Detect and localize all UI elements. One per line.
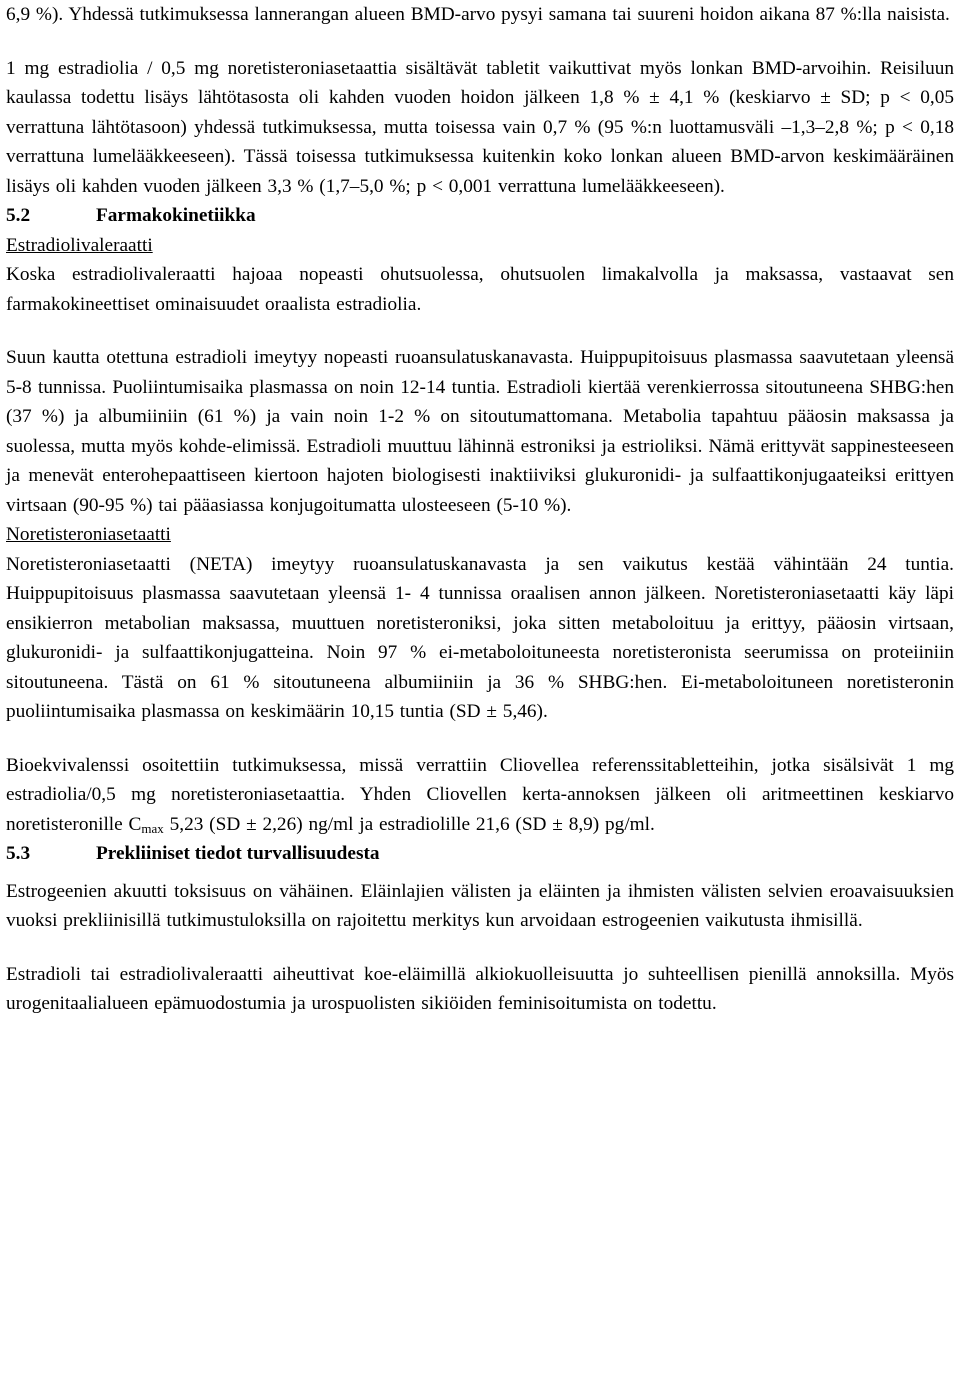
paragraph-neta-pharmacokinetics: Noretisteroniasetaatti (NETA) imeytyy ruoansulatuskanavasta ja sen vaikutus kestää vähintään 24 tuntia. Huippupitoisuus plasmassa saavutetaan yleensä 1- 4 tunnissa oraalisen annon jälkeen. Noretisteroniasetaatti käy läpi ensikierron metabolian maksassa, muuttuen noretisteroniksi, joka sitten metaboloituu ja erittyy, pääosin virtsaan, glukuronidi- ja sulfaattikonjugatteina. Noin 97 % ei-metaboloituneesta noretisteronista seerumissa on proteiiniin sitoutuneena. Tästä on 61 % sitoutuneena albumiiniin ja 36 % SHBG:hen. Ei-metaboloituneen noretisteronin puoliintumisaika plasmassa on keskimäärin 10,15 tuntia (SD ± 5,46). bbox=[6, 553, 954, 722]
paragraph-estradiol-absorption: Suun kautta otettuna estradioli imeytyy nopeasti ruoansulatuskanavasta. Huippupitoisuus plasmassa saavutetaan yleensä 5-8 tunnissa. Puoliintumisaika plasmassa on noin 12-14 tuntia. Estradioli kiertää verenkierrossa sitoutuneena SHBG:hen (37 %) ja albumiiniin (61 %) ja vain noin 1-2 % on sitoutumattomana. Metabolia tapahtuu pääosin maksassa ja suolessa, mutta myös kohde-elimissä. Estradioli muuttuu lähinnä estroniksi ja estrioliksi. Nämä erittyvät sappinesteeseen ja menevät enterohepaattiseen kiertoon hajoten biologisesti inaktiiviksi glukuronidi- ja sulfaattikonjugaateiksi erittyen virtsaan (90-95 %) tai pääasiassa konjugoitumatta ulosteeseen (5-10 %). bbox=[6, 347, 954, 516]
section-title: Farmakokinetiikka bbox=[96, 205, 256, 226]
bioequivalence-text: Bioekvivalenssi osoitettiin tutkimuksessa, missä verrattiin Cliovellea referenssitabletteihin, jotka sisälsivät 1 mg estradiolia/0,5 mg noretisteroniasetaattia. Yhden Cliovellen kerta-annoksen jälkeen oli aritmeettinen keskiarvo noretisteronille C bbox=[6, 754, 954, 835]
section-number: 5.2 bbox=[6, 205, 31, 226]
section-heading-5-3 bbox=[6, 839, 954, 869]
bioequivalence-text-end: 5,23 (SD ± 2,26) ng/ml ja estradiolille 21,6 (SD ± 8,9) pg/ml. bbox=[163, 813, 655, 835]
cmax-subscript: max bbox=[141, 820, 164, 836]
section-title: Prekliiniset tiedot turvallisuudesta bbox=[96, 843, 380, 864]
subheading-estradiol-valerate: Estradiolivaleraatti bbox=[6, 234, 153, 256]
section-heading-5-2 bbox=[6, 201, 954, 231]
paragraph-lumbar-bmd: 6,9 %). Yhdessä tutkimuksessa lannerangan alueen BMD-arvo pysyi samana tai suureni hoidon aikana 87 %:lla naisista. bbox=[6, 4, 950, 25]
section-number: 5.3 bbox=[6, 843, 31, 864]
subheading-norethisterone-acetate: Noretisteroniasetaatti bbox=[6, 524, 171, 545]
paragraph-embryo-toxicity: Estradioli tai estradiolivaleraatti aiheuttivat koe-eläimillä alkiokuolleisuutta jo suhteellisen pienillä annoksilla. Myös urogenitaalialueen epämuodostumia ja urospuolisten sikiöiden feminisoitumista on todettu. bbox=[6, 963, 954, 1014]
paragraph-hip-bmd: 1 mg estradiolia / 0,5 mg noretisteroniasetaattia sisältävät tabletit vaikuttivat myös lonkan BMD-arvoihin. Reisiluun kaulassa todettu lisäys lähtötasosta oli kahden vuoden hoidon jälkeen 1,8 % ± 4,1 % (keskiarvo ± SD; p < 0,05 verrattuna lähtötasoon) yhdessä tutkimuksessa, mutta toisessa vain 0,7 % (95 %:n luottamusväli –1,3–2,8 %; p < 0,18 verrattuna lumelääkkeeseen). Tässä toisessa tutkimuksessa kuitenkin koko lonkan alueen BMD-arvon keskimääräinen lisäys oli kahden vuoden jälkeen 3,3 % (1,7–5,0 %; p < 0,001 verrattuna lumelääkkeeseen). bbox=[6, 57, 954, 197]
paragraph-acute-toxicity: Estrogeenien akuutti toksisuus on vähäinen. Eläinlajien välisten ja eläinten ja ihmisten välisten selvien eroavaisuuksien vuoksi prekliinisillä tutkimustuloksilla on rajoitettu merkitys kun arvoidaan estrogeenien vaikutusta ihmisillä. bbox=[6, 880, 954, 931]
paragraph-bioequivalence bbox=[6, 751, 954, 840]
paragraph-estradiol-pharmacokinetics: Koska estradiolivaleraatti hajoaa nopeasti ohutsuolessa, ohutsuolen limakalvolla ja maksassa, vastaavat sen farmakokineettiset ominaisuudet oraalista estradiolia. bbox=[6, 264, 954, 315]
